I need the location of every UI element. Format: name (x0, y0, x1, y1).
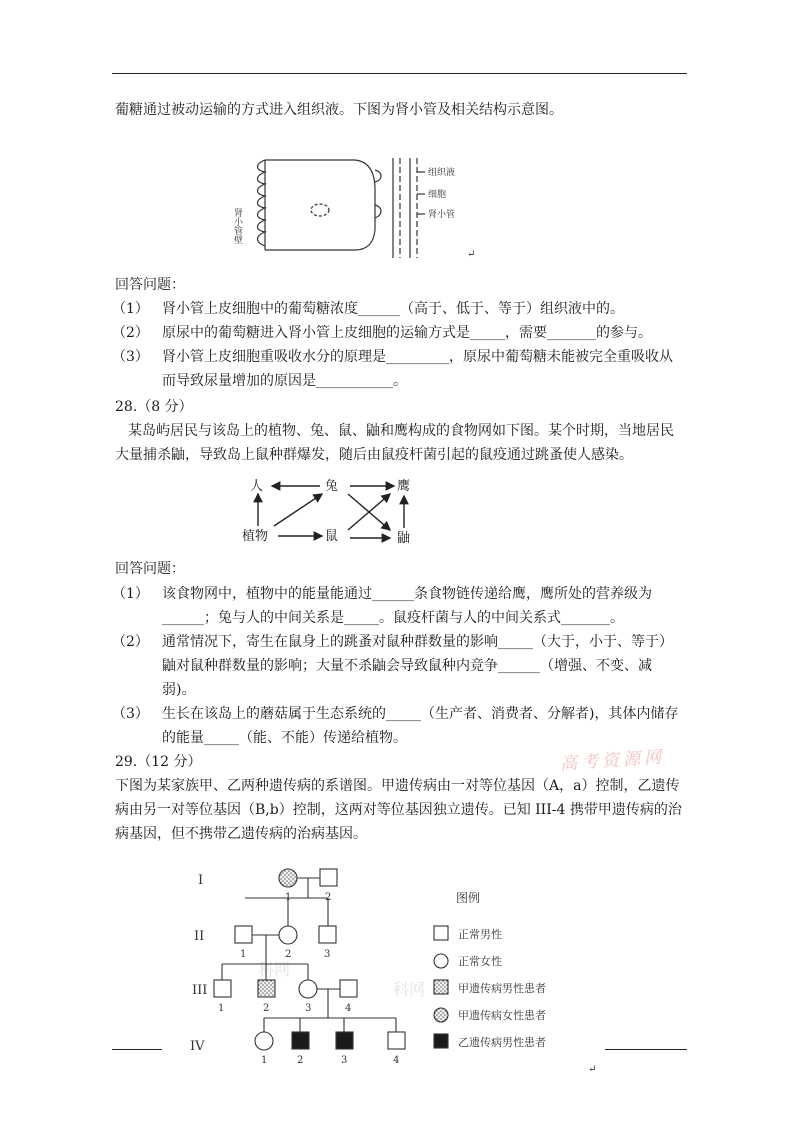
bg-mark-2: 科网 (393, 980, 426, 999)
q28-intro-a: 某岛屿居民与该岛上的植物、兔、鼠、鼬和鹰构成的食物网如下图。某个时期，当地居民 (128, 423, 674, 439)
legend-normal-male-icon (434, 926, 448, 940)
q27-answer-prompt: 回答问题： (115, 277, 185, 293)
q28-item-3-text-b: 的能量_____（能、不能）传递给植物。 (162, 730, 407, 746)
bg-mark-1: 科网 (258, 960, 291, 979)
legend-A-female: 甲遗传病女性患者 (458, 1009, 546, 1022)
gen2-num-2: 2 (285, 949, 292, 960)
q28-item-2-text-a: 通常情况下，寄生在鼠身上的跳蚤对鼠种群数量的影响_____（大于，小于、等于） (162, 634, 673, 650)
III-4-normal-male (340, 980, 357, 997)
q28-answer-prompt: 回答问题： (115, 561, 185, 577)
q28-item-3-num: （3） (112, 706, 149, 722)
gen2-num-3: 3 (324, 949, 331, 960)
legend-A-male: 甲遗传病男性患者 (458, 982, 546, 995)
q27-item-1-num: （1） (112, 301, 149, 317)
watermark: 高考资源网 (559, 747, 666, 775)
q28-item-1-num: （1） (112, 586, 149, 602)
node-plant: 植物 (242, 529, 269, 544)
kidney-tubule-figure (225, 150, 495, 265)
q27-item-2-num: （2） (112, 325, 149, 341)
gen1-num-2: 2 (325, 892, 332, 903)
gen4-num-2: 2 (297, 1055, 304, 1066)
III-1-normal-male (214, 980, 231, 997)
II-1-normal-male (235, 926, 252, 943)
II-2-normal-female (279, 926, 297, 944)
q29-line-b: 病由另一对等位基因（B,b）控制，这两对等位基因独立遗传。已知 III-4 携带甲遗传病的治 (115, 802, 682, 818)
q27-item-1-text: 肾小管上皮细胞中的葡萄糖浓度______（高于、低于、等于）组织液中的。 (162, 301, 624, 317)
q28-item-2-num: （2） (112, 634, 149, 650)
IV-1-normal-female (255, 1032, 273, 1050)
microvilli-border (258, 160, 266, 246)
intro-line: 葡糖通过被动运输的方式进入组织液。下图为肾小管及相关结构示意图。 (115, 102, 563, 118)
cell-outline (265, 160, 375, 250)
I-2-normal-male (320, 869, 337, 886)
legend-title: 图例 (456, 891, 481, 905)
IV-2-affected-male-B (292, 1032, 309, 1049)
q29-line-a: 下图为某家族甲、乙两种遗传病的系谱图。甲遗传病由一对等位基因（A，a）控制，乙遗传 (115, 778, 680, 794)
legend-normal-male: 正常男性 (458, 928, 502, 941)
q28-item-2-text-b: 鼬对鼠种群数量的影响；大量不杀鼬会导致鼠种内竞争______（增强、不变、减 (162, 658, 652, 674)
gen4-num-4: 4 (393, 1055, 400, 1066)
legend-B-male: 乙遗传病男性患者 (458, 1036, 546, 1049)
q28-item-3-text-a: 生长在该岛上的蘑菇属于生态系统的_____（生产者、消费者、分解者)，其体内储存 (162, 706, 679, 722)
node-mouse: 鼠 (325, 529, 339, 544)
gen1-num-1: 1 (285, 892, 292, 903)
page-end-mark: ↵ (588, 1064, 597, 1075)
gen-label-I: I (198, 873, 204, 888)
q28-item-1-text-a: 该食物网中，植物中的能量能通过______条食物链传递给鹰，鹰所处的营养级为 (162, 586, 652, 602)
label-tissue-fluid: 组织液 (428, 168, 456, 178)
node-people: 人 (250, 479, 264, 494)
node-rabbit: 兔 (325, 479, 339, 494)
gen3-num-2: 2 (263, 1003, 270, 1014)
node-weasel: 鼬 (397, 531, 411, 546)
III-2-affected-male-A (258, 980, 275, 997)
pedigree-figure (178, 860, 598, 1068)
legend-normal-female: 正常女性 (458, 955, 502, 968)
side-label: 肾小管壁 (232, 208, 242, 244)
legend-B-male-icon (434, 1034, 448, 1048)
gen3-num-1: 1 (218, 1003, 225, 1014)
gen3-num-3: 3 (305, 1003, 312, 1014)
q28-header: 28.（8 分） (115, 399, 193, 415)
bottom-rule-right (605, 1049, 687, 1050)
q28-item-2-text-c: 弱)。 (162, 682, 196, 698)
q27-item-3-text-b: 而导致尿量增加的原因是___________。 (162, 373, 407, 389)
food-web-figure (238, 474, 423, 552)
gen4-num-3: 3 (341, 1055, 348, 1066)
gen3-num-4: 4 (345, 1003, 352, 1014)
gen4-num-1: 1 (261, 1055, 268, 1066)
legend-A-female-icon (434, 1008, 448, 1022)
q29-line-c: 病基因，但不携带乙遗传病的治病基因。 (115, 826, 367, 842)
IV-3-affected-male-B (336, 1032, 353, 1049)
legend-normal-female-icon (434, 954, 448, 968)
node-hawk: 鹰 (397, 479, 411, 494)
IV-4-normal-male (388, 1032, 405, 1049)
q27-item-2-text: 原尿中的葡萄糖进入肾小管上皮细胞的运输方式是_____，需要_______的参与。 (162, 325, 652, 341)
gen2-num-1: 1 (240, 949, 247, 960)
return-mark: ↵ (467, 249, 476, 260)
legend-A-male-icon (434, 980, 448, 994)
gen-label-II: II (194, 929, 205, 944)
bottom-rule-left (112, 1049, 162, 1050)
II-3-normal-male (319, 926, 336, 943)
label-tubule: 肾小管 (428, 210, 456, 220)
label-cell: 细胞 (428, 190, 447, 200)
q27-item-3-num: （3） (112, 349, 149, 365)
q27-item-3-text-a: 肾小管上皮细胞重吸收水分的原理是_________，原尿中葡萄糖未能被完全重吸收从 (162, 349, 673, 365)
I-1-affected-female (279, 869, 297, 887)
III-3-normal-female (299, 980, 317, 998)
q28-intro-b: 大量捕杀鼬，导致岛上鼠种群爆发，随后由鼠疫杆菌引起的鼠疫通过跳蚤使人感染。 (115, 447, 633, 463)
q29-header: 29.（12 分） (115, 754, 202, 770)
top-rule (112, 73, 687, 74)
q28-item-1-text-b: ______；兔与人的中间关系是_____。鼠疫杆菌与人的中间关系式_______。 (162, 610, 624, 626)
gen-label-IV: IV (190, 1039, 205, 1054)
gen-label-III: III (192, 983, 208, 998)
